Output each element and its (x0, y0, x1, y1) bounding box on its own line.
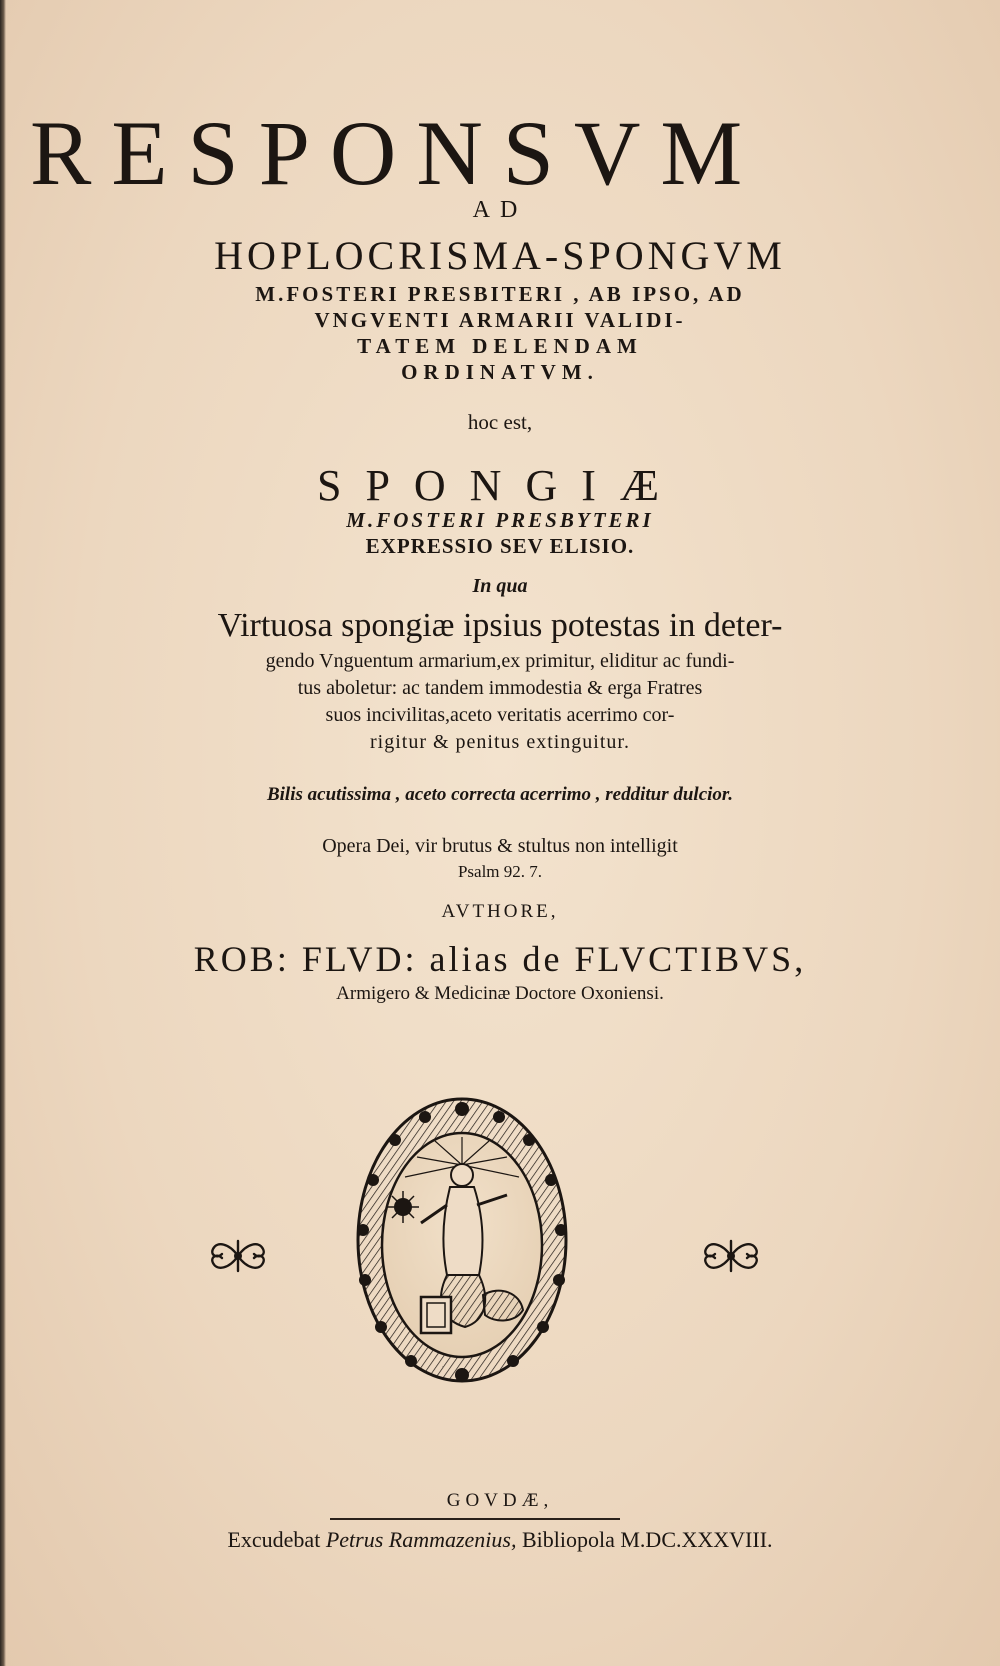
mfosteri-line: M.FOSTERI PRESBYTERI (346, 508, 654, 532)
imprint-printer: Petrus Rammazenius, (325, 1527, 517, 1552)
tus-line: tus aboletur: ac tandem immodestia & erga Fratres (297, 677, 703, 699)
bilis-motto: Bilis acutissima , aceto correcta acerrimo , redditur dulcior. (266, 784, 734, 805)
unguenti-line: VNGVENTI ARMARII VALIDI- (314, 308, 686, 332)
woodcut-emblem-icon (355, 1095, 570, 1385)
main-title: RESPONSVM (30, 102, 763, 204)
hoc-est-line: hoc est, (467, 410, 533, 434)
author-name: ROB: FLVD: alias de FLVCTIBVS, (193, 939, 807, 979)
imprint-suffix: Bibliopola M.DC.XXXVIII. (521, 1527, 773, 1552)
imprint-prefix: Excudebat (227, 1527, 321, 1552)
spongiae-line: SPONGIÆ (316, 461, 684, 510)
ordinatum-line: ORDINATVM. (401, 360, 599, 384)
authore-label: AVTHORE, (441, 901, 559, 922)
expressio-line: EXPRESSIO SEV ELISIO. (365, 534, 635, 558)
fleuron-left-icon (207, 1235, 269, 1277)
tatem-line: TATEM DELENDAM (357, 334, 643, 358)
rigitur-line: rigitur & penitus extinguitur. (370, 731, 630, 753)
ad-line: AD (472, 197, 528, 223)
fleuron-right-icon (700, 1235, 762, 1277)
hoplocrisma-line: HOPLOCRISMA-SPONGVM (214, 233, 786, 278)
gendo-line: gendo Vnguentum armarium,ex primitur, eliditur ac fundi- (265, 650, 735, 672)
psalm-citation: Psalm 92. 7. (457, 862, 543, 881)
opera-quote: Opera Dei, vir brutus & stultus non intelligit (322, 835, 678, 857)
foster-line: M.FOSTERI PRESBITERI , AB IPSO, AD (255, 282, 745, 306)
in-qua-line: In qua (472, 575, 528, 597)
imprint-line (0, 1527, 1000, 1553)
author-credentials: Armigero & Medicinæ Doctore Oxoniensi. (336, 983, 664, 1004)
virtuosa-line: Virtuosa spongiæ ipsius potestas in deter- (217, 607, 783, 644)
suos-line: suos incivilitas,aceto veritatis acerrimo cor- (325, 704, 675, 726)
imprint-rule (330, 1518, 620, 1520)
place-of-printing: GOVDÆ, (446, 1490, 554, 1511)
